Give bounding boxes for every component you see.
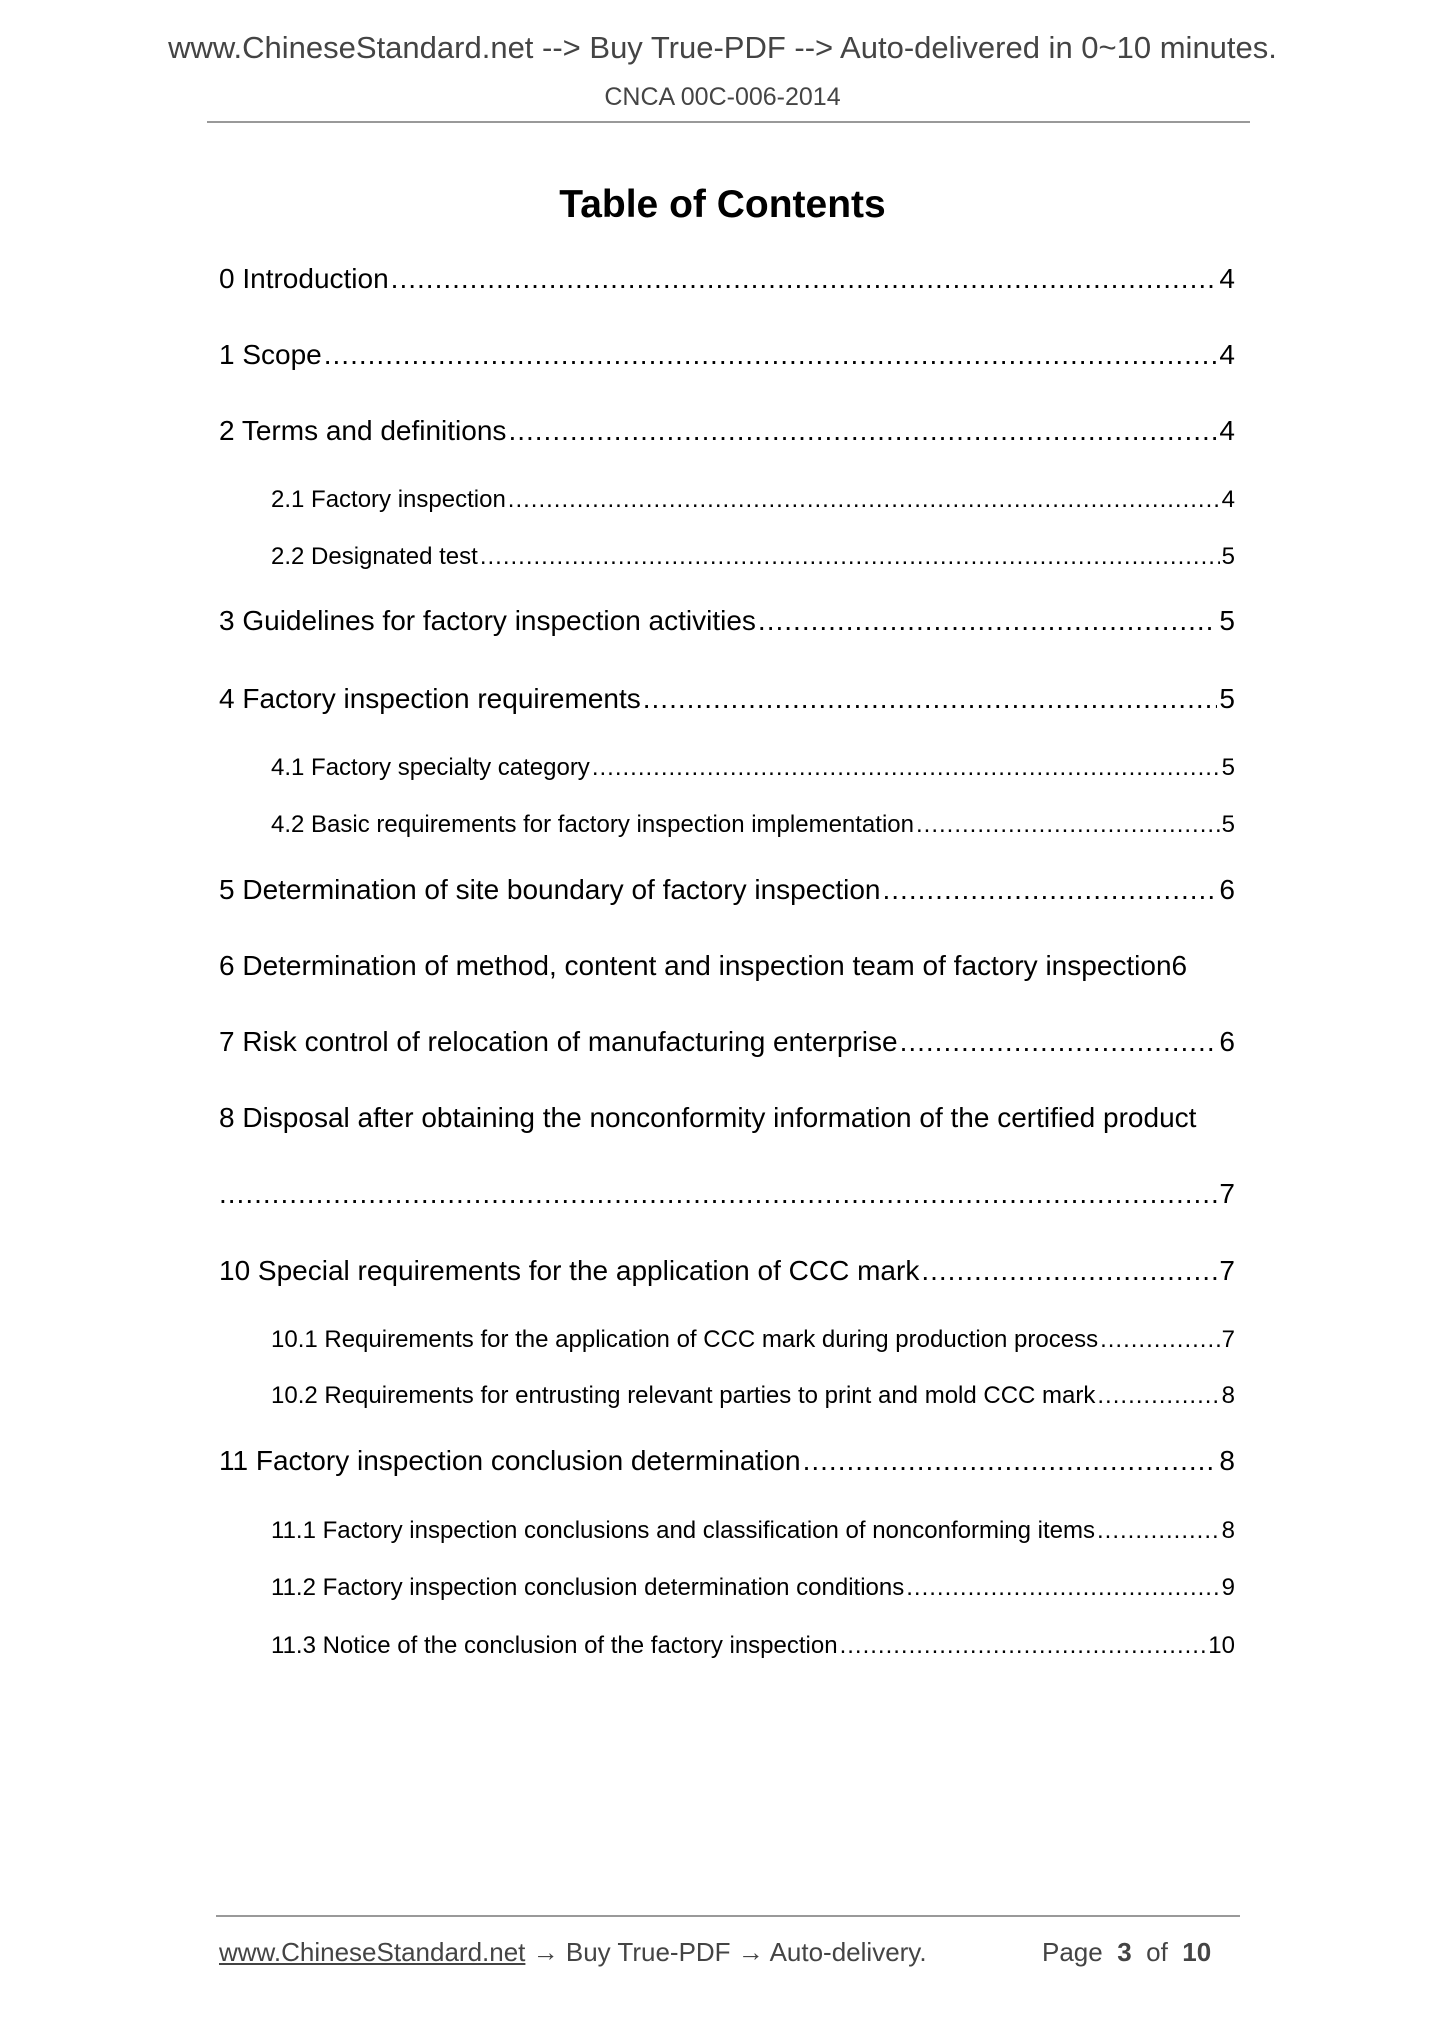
toc-page: 5 (1221, 543, 1235, 570)
toc-label: 6 Determination of method, content and inspection team of factory inspection (219, 950, 1172, 981)
toc-label: 7 Risk control of relocation of manufacturing enterprise (219, 1026, 898, 1057)
dot-leader (508, 486, 1220, 514)
toc-page: 9 (1221, 1574, 1235, 1601)
dot-leader (508, 415, 1217, 447)
toc-page: 7 (1219, 1178, 1235, 1209)
footer-divider (216, 1915, 1240, 1917)
toc-label: 10.2 Requirements for entrusting relevant parties to print and mold CCC mark (271, 1382, 1096, 1409)
footer-link[interactable]: www.ChineseStandard.net (219, 1937, 526, 1967)
dot-leader (1097, 1382, 1219, 1410)
toc-entry[interactable] (219, 263, 1235, 295)
dot-leader (840, 1632, 1207, 1660)
toc-entry[interactable] (271, 754, 1235, 782)
toc-page: 4 (1219, 263, 1235, 294)
toc-page: 5 (1219, 683, 1235, 714)
page-of: of (1146, 1937, 1168, 1967)
toc-label: 5 Determination of site boundary of factory inspection (219, 874, 881, 905)
toc-label: 11.1 Factory inspection conclusions and classification of nonconforming items (271, 1517, 1095, 1544)
toc-label: 2.1 Factory inspection (271, 486, 506, 513)
toc-entry[interactable] (271, 1517, 1235, 1545)
toc-label: 8 Disposal after obtaining the nonconformity information of the certified product (219, 1102, 1197, 1133)
dot-leader (1100, 1326, 1220, 1354)
header-banner: www.ChineseStandard.net --> Buy True-PDF --> Auto-delivered in 0~10 minutes. (168, 30, 1277, 65)
page-number (1042, 1937, 1211, 1968)
dot-leader (1097, 1517, 1220, 1545)
toc-label: 4.2 Basic requirements for factory inspection implementation (271, 811, 914, 838)
dot-leader (916, 811, 1220, 839)
toc-label: 1 Scope (219, 339, 322, 370)
dot-leader (324, 339, 1218, 371)
dot-leader (882, 874, 1217, 906)
toc-label: 0 Introduction (219, 263, 389, 294)
dot-leader (758, 605, 1218, 637)
toc-page: 4 (1219, 339, 1235, 370)
toc-entry[interactable] (219, 950, 1235, 982)
toc-page: 6 (1219, 1026, 1235, 1057)
dot-leader (592, 754, 1220, 782)
toc-label: 11 Factory inspection conclusion determination (219, 1445, 801, 1476)
toc-entry[interactable] (219, 1026, 1235, 1058)
dot-leader (921, 1255, 1217, 1287)
page-label: Page (1042, 1937, 1103, 1967)
toc-label: 2 Terms and definitions (219, 415, 507, 446)
toc-page: 6 (1219, 874, 1235, 905)
dot-leader (391, 263, 1218, 295)
document-code: CNCA 00C-006-2014 (604, 83, 841, 111)
toc-entry[interactable] (271, 1326, 1235, 1354)
footer-text: → Buy True-PDF → Auto-delivery. (525, 1937, 927, 1967)
toc-label: 4.1 Factory specialty category (271, 754, 590, 781)
toc-page: 7 (1221, 1326, 1235, 1353)
toc-label: 4 Factory inspection requirements (219, 683, 641, 714)
toc-entry[interactable] (271, 543, 1235, 571)
toc-label: 10 Special requirements for the application of CCC mark (219, 1255, 920, 1286)
dot-leader (906, 1574, 1219, 1602)
toc-entry[interactable] (271, 1574, 1235, 1602)
toc-entry[interactable] (219, 1255, 1235, 1287)
toc-label: 2.2 Designated test (271, 543, 478, 570)
toc-page: 7 (1219, 1255, 1235, 1286)
toc-page: 5 (1221, 811, 1235, 838)
header-divider (207, 121, 1250, 123)
toc-entry[interactable] (219, 605, 1235, 637)
dot-leader (643, 683, 1218, 715)
toc-page: 5 (1221, 754, 1235, 781)
toc-page: 8 (1221, 1382, 1235, 1409)
toc-label: 11.2 Factory inspection conclusion determination conditions (271, 1574, 905, 1601)
toc-entry[interactable] (271, 1382, 1235, 1410)
toc-label: 10.1 Requirements for the application of CCC mark during production process (271, 1326, 1099, 1353)
page-total: 10 (1182, 1937, 1212, 1967)
toc-entry[interactable] (219, 339, 1235, 371)
toc-page: 10 (1208, 1632, 1235, 1659)
dot-leader (803, 1445, 1218, 1477)
toc-entry-continuation[interactable] (219, 1178, 1235, 1210)
dot-leader (219, 1178, 1217, 1210)
page-title: Table of Contents (559, 183, 886, 226)
page-current: 3 (1117, 1937, 1132, 1967)
dot-leader (900, 1026, 1218, 1058)
toc-page: 5 (1219, 605, 1235, 636)
toc-label: 11.3 Notice of the conclusion of the factory inspection (271, 1632, 838, 1659)
toc-page: 8 (1221, 1517, 1235, 1544)
toc-entry[interactable] (271, 811, 1235, 839)
toc-entry[interactable] (271, 486, 1235, 514)
toc-entry[interactable] (219, 1102, 1235, 1134)
toc-entry[interactable] (219, 874, 1235, 906)
toc-entry[interactable] (271, 1632, 1235, 1660)
toc-page: 6 (1171, 950, 1188, 981)
toc-entry[interactable] (219, 683, 1235, 715)
footer (219, 1937, 927, 1968)
toc-page: 8 (1219, 1445, 1235, 1476)
dot-leader (480, 543, 1220, 571)
toc-entry[interactable] (219, 415, 1235, 447)
toc-label: 3 Guidelines for factory inspection activities (219, 605, 756, 636)
toc-page: 4 (1221, 486, 1235, 513)
toc-page: 4 (1219, 415, 1235, 446)
toc-entry[interactable] (219, 1445, 1235, 1477)
